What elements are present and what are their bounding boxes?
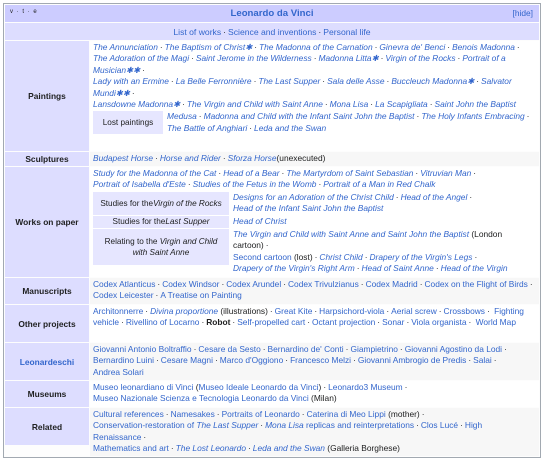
vte-links: v · t · e [10, 9, 38, 15]
separator: · [156, 355, 159, 366]
leonardeschi-item[interactable]: Bernardino de' Conti [267, 344, 344, 354]
link-leonardeschi[interactable]: Leonardeschi [19, 356, 75, 367]
separator: · [249, 122, 253, 133]
wop-sub-anne [93, 229, 538, 275]
link-self-propelled-cart[interactable]: Self-propelled cart [237, 317, 306, 328]
separator: · [345, 344, 349, 354]
row-museums [5, 381, 539, 407]
leonardeschi-list [90, 343, 539, 380]
leonardeschi-item[interactable]: Giovanni Ambrogio de Predis [357, 355, 467, 366]
manuscripts-list [90, 278, 539, 304]
separator: · [285, 355, 289, 366]
separator: · [493, 355, 497, 366]
sculptures-note: (unexecuted) [276, 153, 326, 163]
separator: · [429, 99, 433, 110]
link-mathematics-art[interactable]: Mathematics and art [93, 443, 169, 454]
link-lost-leonardo[interactable]: The Lost Leonardo [175, 443, 246, 454]
work-on-paper-item[interactable]: Studies of the Fetus in the Womb [192, 179, 317, 190]
work-on-paper-item[interactable]: Portrait of Isabella d'Este [93, 179, 186, 190]
link-head-saint-anne[interactable]: Head of Saint Anne [361, 263, 434, 274]
work-on-paper-item[interactable]: Portrait of a Man in Red Chalk [323, 179, 436, 190]
link-viola-organista[interactable]: Viola organista [411, 317, 467, 328]
lost-paintings-list [165, 111, 538, 134]
link-portraits-leonardo[interactable]: Portraits of Leonardo [221, 409, 300, 419]
label-virgin-child-anne: Virgin and Child with Saint Anne [132, 236, 218, 257]
painting-item[interactable]: The Last Supper [258, 76, 321, 87]
wop-sub-supper [93, 216, 538, 228]
painting-item[interactable]: Buccleuch Madonna✱ [391, 76, 475, 87]
navbox-title-bar [5, 5, 539, 22]
robot-current: Robot [206, 317, 231, 328]
row-sculptures [5, 152, 539, 166]
link-head-virgin[interactable]: Head of the Virgin [440, 263, 508, 274]
separator: · [516, 42, 520, 52]
manuscript-item[interactable]: Codex Arundel [226, 279, 282, 289]
label-virgin-of-rocks: Virgin of the Rocks [153, 198, 222, 208]
separator: · [214, 355, 218, 366]
talk-template-link[interactable]: t [22, 9, 26, 15]
painting-item[interactable]: Mona Lisa [329, 99, 369, 110]
separator: · [198, 111, 202, 122]
group-relating-virgin-anne [93, 229, 229, 265]
separator: · [318, 179, 322, 190]
leonardeschi-item[interactable]: Giovanni Agostino da Lodi [404, 344, 503, 354]
wop-anne-list: The Virgin and Child with Saint Anne and Saint John the Baptist (London cartoon) · Second cartoon (lost) · Christ Child · Drapery of the Virgin's Legs · Drapery of the Virgin's Right Arm · Head of Saint Anne · Head of the Virgin [233, 228, 508, 274]
separator: · [353, 355, 356, 366]
painting-item[interactable]: The Adoration of the Magi [93, 53, 190, 64]
painting-item[interactable]: La Belle Ferronnière [175, 76, 252, 87]
leonardeschi-item[interactable]: Giovanni Antonio Boltraffio [93, 344, 192, 354]
separator: · [415, 168, 419, 178]
leonardeschi-item[interactable]: Giampietrino [350, 344, 398, 354]
link-science-inventions[interactable]: Science and inventions [228, 26, 317, 37]
conservation-last-supper: The Last Supper [196, 420, 259, 431]
label-last-supper: Last Supper [165, 217, 210, 227]
painting-item[interactable]: Lady with an Ermine [93, 76, 169, 87]
separator: · [370, 99, 374, 110]
wop-rocks-list: Designs for an Adoration of the Christ Child · Head of the Angel · Head of the Infant Saint John the Baptist [233, 191, 473, 214]
group-leonardeschi [5, 343, 89, 380]
works-on-paper-list [90, 167, 539, 277]
separator: · [526, 111, 530, 122]
link-museo-ideale[interactable]: Museo Ideale Leonardo da Vinci [198, 382, 319, 392]
link-christ-child[interactable]: Christ Child [319, 251, 363, 262]
row-related [5, 408, 539, 456]
museums-list: Museo leonardiano di Vinci (Museo Ideale Leonardo da Vinci) · Leonardo3 Museum · Museo Nazionale Scienza e Tecnologia Leonardo da Vinci (Milan) [90, 381, 539, 407]
separator: · [468, 355, 472, 366]
link-namesakes[interactable]: Namesakes [170, 409, 215, 419]
separator: · [283, 279, 286, 289]
separator: · [218, 168, 222, 178]
separator: · [419, 279, 423, 289]
separator: · [447, 42, 451, 52]
row-paintings [5, 41, 539, 151]
related-list: Cultural references · Namesakes · Portraits of Leonardo · Caterina di Meo Lippi (mother) · Conservation-restoration of The Last Supper · Mona Lisa replicas and reinterpretations · Clos Lucé · High Renaissance · Mathematics and art · The Lost Leonardo · Leda and the Swan (Galleria Borghese) [90, 408, 539, 456]
link-octant-projection[interactable]: Octant projection [311, 317, 376, 328]
separator: · [399, 344, 403, 354]
group-studies-last-supper [93, 216, 229, 228]
link-leonardo3-museum[interactable]: Leonardo3 Museum [328, 382, 403, 392]
manuscript-item[interactable]: Codex Madrid [365, 279, 418, 289]
separator: · [529, 279, 533, 289]
label-relating-prefix: Relating to the [104, 236, 160, 246]
separator: · [182, 99, 185, 110]
lost-painting-item[interactable]: Medusa [167, 111, 197, 122]
painting-item[interactable]: Ginevra de' Benci [379, 42, 446, 52]
paintings-items [93, 42, 538, 110]
conservation-text: Conservation-restoration of [93, 420, 197, 431]
link-sonar[interactable]: Sonar [382, 317, 405, 328]
painting-item[interactable]: Virgin of the Rocks [385, 53, 456, 64]
group-other-projects: Other projects [5, 305, 89, 342]
link-budapest-horse[interactable]: Budapest Horse [93, 153, 154, 163]
link-drapery-arm[interactable]: Drapery of the Virgin's Right Arm [233, 263, 355, 274]
link-personal-life[interactable]: Personal life [323, 26, 371, 37]
painting-item[interactable]: The Madonna of the Carnation [259, 42, 373, 52]
link-leda-swan-borghese[interactable]: Leda and the Swan [252, 443, 325, 454]
link-divina-proportione[interactable]: Divina proportione [150, 306, 219, 316]
leonardeschi-item[interactable]: Francesco Melzi [290, 355, 352, 366]
painting-item[interactable]: La Scapigliata [375, 99, 428, 110]
manuscript-item[interactable]: Codex Windsor [162, 279, 220, 289]
link-aerial-screw[interactable]: Aerial screw [391, 306, 437, 316]
separator: · [476, 76, 480, 87]
manuscript-item[interactable]: A Treatise on Painting [160, 290, 242, 301]
separator: · [380, 53, 384, 64]
link-list-of-works[interactable]: List of works [173, 26, 222, 37]
link-museo-leonardiano[interactable]: Museo leonardiano di Vinci [93, 382, 194, 392]
link-fighting-vehicle[interactable]: Fighting vehicle [93, 306, 524, 328]
group-works-on-paper: Works on paper [5, 167, 89, 277]
row-leonardeschi [5, 343, 539, 380]
painting-item[interactable]: Sala delle Asse [327, 76, 385, 87]
manuscript-item[interactable]: Codex on the Flight of Birds [424, 279, 528, 289]
leonardeschi-item[interactable]: Andrea Solari [93, 366, 144, 377]
group-related: Related [5, 408, 89, 445]
row-works-on-paper [5, 167, 539, 277]
manuscript-item[interactable]: Codex Trivulzianus [288, 279, 359, 289]
label-studies-prefix: Studies for the [100, 198, 154, 208]
link-mona-lisa-replicas[interactable]: Mona Lisa replicas and reinterpretations [265, 420, 415, 431]
work-on-paper-item[interactable]: Study for the Madonna of the Cat [93, 168, 217, 178]
painting-item[interactable]: Benois Madonna [452, 42, 515, 52]
link-world-map[interactable]: World Map [475, 317, 516, 328]
work-on-paper-item[interactable]: Head of a Bear [223, 168, 280, 178]
separator: · [281, 168, 285, 178]
paintings-list [90, 41, 539, 151]
separator: · [142, 64, 145, 75]
group-sculptures: Sculptures [5, 152, 89, 166]
separator: · [504, 344, 507, 354]
navbox-subtitle: List of works · Science and inventions · Personal life [5, 23, 539, 40]
separator: · [221, 279, 225, 289]
leonardeschi-item[interactable]: Bernardino Luini [93, 355, 154, 366]
link-clos-luce[interactable]: Clos Lucé [420, 420, 459, 431]
note-lost: (lost) [291, 251, 313, 262]
row-manuscripts [5, 278, 539, 304]
view-template-link[interactable]: v [10, 9, 14, 15]
group-paintings: Paintings [5, 41, 89, 151]
label-studies-prefix-2: Studies for the [112, 217, 166, 227]
manuscript-item[interactable]: Codex Leicester [93, 290, 154, 301]
painting-item[interactable]: Madonna Litta✱ [318, 53, 379, 64]
link-designs-adoration[interactable]: Designs for an Adoration of the Christ Child [233, 191, 394, 202]
separator: · [360, 279, 364, 289]
navbox-title[interactable]: Leonardo da Vinci [230, 8, 314, 19]
painting-item[interactable]: The Annunciation [93, 42, 158, 52]
painting-item[interactable]: Saint Jerome in the Wilderness [195, 53, 312, 64]
link-architonnerre[interactable]: Architonnerre [93, 306, 144, 316]
separator: · [131, 87, 135, 98]
note-london-cartoon: (London cartoon) [233, 228, 503, 251]
link-museo-nazionale[interactable]: Museo Nazionale Scienza e Tecnologia Leonardo da Vinci [93, 393, 309, 404]
painting-item[interactable]: Lansdowne Madonna✱ [93, 99, 181, 110]
separator: · [193, 344, 197, 354]
painting-item[interactable]: Portrait of a Musician✱✱ [93, 53, 506, 75]
hide-toggle[interactable]: [hide] [512, 8, 533, 18]
link-crossbows[interactable]: Crossbows [443, 306, 485, 316]
link-second-cartoon[interactable]: Second cartoon [233, 251, 292, 262]
lost-painting-item[interactable]: The Holy Infants Embracing [421, 111, 525, 122]
wop-supper-list [231, 216, 538, 228]
group-museums: Museums [5, 381, 89, 407]
link-high-renaissance[interactable]: High Renaissance [93, 420, 483, 442]
edit-template-link[interactable]: e [33, 9, 38, 15]
work-on-paper-item[interactable]: The Martyrdom of Saint Sebastian [286, 168, 414, 178]
group-studies-virgin-rocks [93, 192, 229, 215]
lost-painting-item[interactable]: The Battle of Anghiari [167, 122, 248, 133]
link-london-cartoon[interactable]: The Virgin and Child with Saint Anne and Saint John the Baptist [233, 228, 470, 239]
link-head-of-christ[interactable]: Head of Christ [233, 215, 287, 226]
link-head-of-angel[interactable]: Head of the Angel [400, 191, 468, 202]
lost-paintings-row [93, 111, 538, 134]
separator: · [457, 53, 461, 64]
painting-item[interactable]: The Virgin and Child with Saint Anne [186, 99, 323, 110]
separator: · [262, 344, 266, 354]
separator: · [416, 111, 420, 122]
work-on-paper-item[interactable]: Vitruvian Man [420, 168, 472, 178]
note-milan: (Milan) [308, 393, 337, 404]
link-caterina[interactable]: Caterina di Meo Lippi [306, 409, 386, 419]
lost-painting-item[interactable]: Leda and the Swan [254, 122, 327, 133]
note-galleria-borghese: (Galleria Borghese) [324, 443, 400, 454]
separator: · [155, 290, 159, 301]
link-drapery-legs[interactable]: Drapery of the Virgin's Legs [369, 251, 473, 262]
note-illustrations: (illustrations) [218, 306, 268, 316]
note-mother: (mother) [385, 409, 420, 419]
sculptures-list: Budapest Horse · Horse and Rider · Sforza Horse(unexecuted) [90, 152, 539, 166]
link-horse-and-rider[interactable]: Horse and Rider [159, 153, 221, 163]
separator: · [254, 42, 258, 52]
leonardeschi-item[interactable]: Marco d'Oggiono [219, 355, 284, 366]
link-head-infant-john[interactable]: Head of the Infant Saint John the Baptist [233, 203, 384, 214]
wop-sub-rocks [93, 192, 538, 215]
link-great-kite[interactable]: Great Kite [274, 306, 313, 316]
link-harpsichord-viola[interactable]: Harpsichord-viola [319, 306, 385, 316]
row-other-projects [5, 305, 539, 342]
group-manuscripts: Manuscripts [5, 278, 89, 304]
manuscript-item[interactable]: Codex Atlanticus [93, 279, 156, 289]
separator: · [253, 76, 257, 87]
link-rivellino[interactable]: Rivellino of Locarno [125, 317, 200, 328]
other-projects-list: Architonnerre · Divina proportione (illustrations) · Great Kite · Harpsichord-viola · Aerial screw · Crossbows · Fighting vehicle · Rivellino of Locarno · Robot · Self-propelled cart · Octant projection · Sonar · Viola organista · World Map [90, 305, 539, 342]
group-lost-paintings: Lost paintings [93, 111, 163, 134]
separator: · [191, 53, 194, 64]
link-sforza-horse[interactable]: Sforza Horse [227, 153, 277, 163]
leonardeschi-item[interactable]: Salai [473, 355, 492, 366]
painting-item[interactable]: The Baptism of Christ✱ [164, 42, 253, 52]
lost-painting-item[interactable]: Madonna and Child with the Infant Saint John the Baptist [203, 111, 415, 122]
separator: · [324, 99, 328, 110]
separator: · [170, 76, 174, 87]
separator: · [322, 76, 326, 87]
painting-item[interactable]: Salvator Mundi✱✱ [93, 76, 512, 98]
works-on-paper-items [93, 168, 538, 191]
separator: · [374, 42, 378, 52]
separator: · [157, 279, 161, 289]
separator: · [159, 42, 163, 52]
separator: · [386, 76, 390, 87]
link-cultural-references[interactable]: Cultural references [93, 409, 164, 419]
painting-item[interactable]: Saint John the Baptist [434, 99, 516, 110]
navbox [3, 3, 541, 458]
separator: · [187, 179, 191, 190]
leonardeschi-item[interactable]: Cesare da Sesto [198, 344, 261, 354]
separator: · [473, 168, 477, 178]
leonardeschi-item[interactable]: Cesare Magni [160, 355, 213, 366]
separator: · [313, 53, 317, 64]
